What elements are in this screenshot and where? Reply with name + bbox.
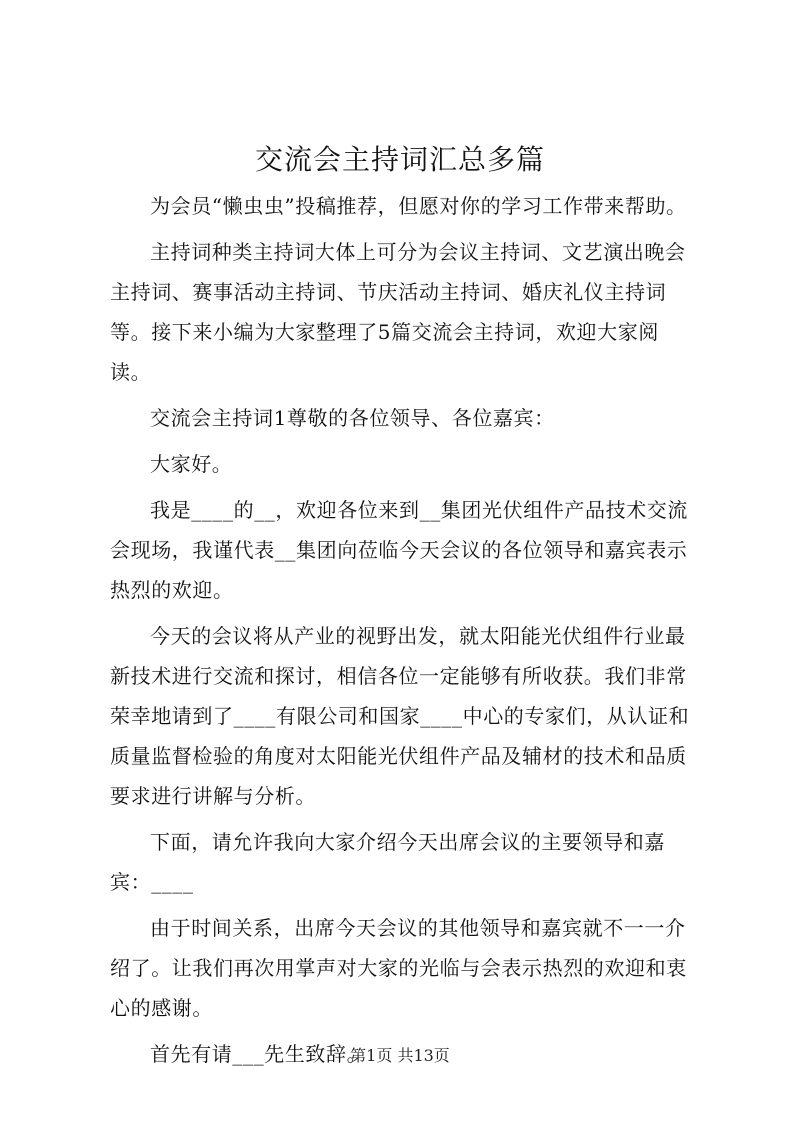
page-footer: 第1页 共13页: [350, 1046, 450, 1065]
paragraph-greeting-heading: 交流会主持词1尊敬的各位领导、各位嘉宾：: [150, 406, 555, 430]
paragraph-welcome: 我是____的__，欢迎各位来到__集团光伏组件产品技术交流会现场，我谨代表__集团向莅临今天会议的各位领导和嘉宾表示热烈的欢迎。: [110, 498, 688, 602]
paragraph-invite-speech: 首先有请___先生致辞。: [150, 1042, 368, 1066]
paragraph-host-types: 主持词种类主持词大体上可分为会议主持词、文艺演出晚会主持词、赛事活动主持词、节庆活动主持词、婚庆礼仪主持词等。接下来小编为大家整理了5篇交流会主持词，欢迎大家阅读。: [110, 240, 686, 384]
document-body: [110, 186, 700, 1080]
paragraph-intro: 为会员“懒虫虫”投稿推荐，但愿对你的学习工作带来帮助。: [150, 194, 687, 218]
paragraph-meeting-purpose: 今天的会议将从产业的视野出发，就太阳能光伏组件行业最新技术进行交流和探讨，相信各位一定能够有所收获。我们非常荣幸地请到了____有限公司和国家____中心的专家们，从认证和质量监督检验的角度对太阳能光伏组件产品及辅材的技术和品质要求进行讲解与分析。: [110, 624, 690, 808]
paragraph-hello: 大家好。: [150, 452, 233, 476]
document-title: 交流会主持词汇总多篇: [254, 143, 545, 176]
paragraph-thanks: 由于时间关系，出席今天会议的其他领导和嘉宾就不一一介绍了。让我们再次用掌声对大家的光临与会表示热烈的欢迎和衷心的感谢。: [110, 916, 687, 1020]
paragraph-introduce-guests: 下面，请允许我向大家介绍今天出席会议的主要领导和嘉宾：____: [110, 830, 665, 894]
